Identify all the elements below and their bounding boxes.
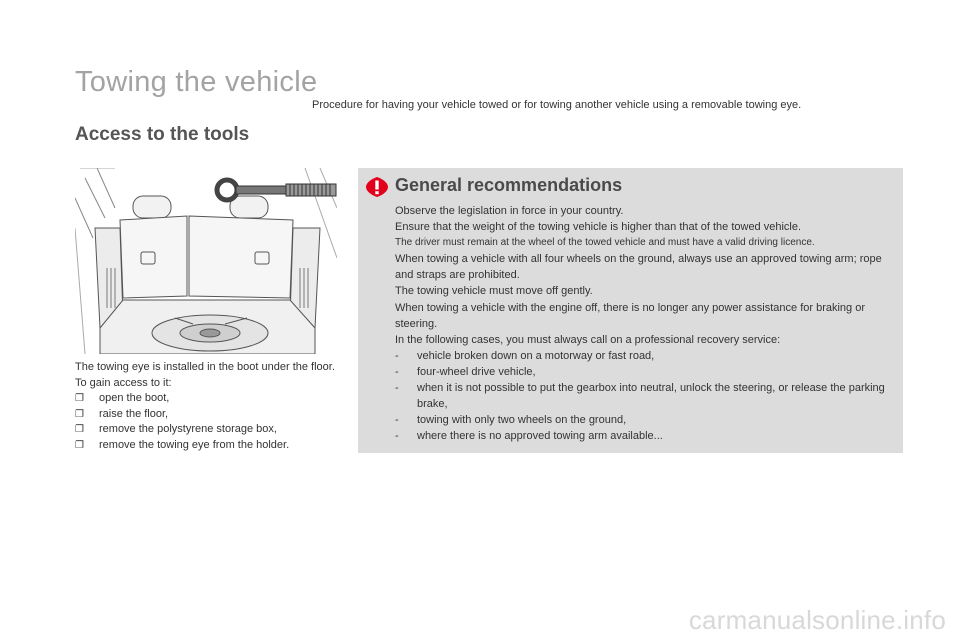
list-item: ❐ raise the floor, bbox=[75, 407, 337, 423]
access-intro: The towing eye is installed in the boot under the floor. bbox=[75, 361, 335, 373]
list-item: - four-wheel drive vehicle, bbox=[395, 365, 536, 378]
panel-title: General recommendations bbox=[395, 175, 623, 195]
paragraph: When towing a vehicle with the engine off, there is no longer any power assistance for braking or steering. bbox=[395, 301, 866, 330]
warning-exclamation-icon bbox=[366, 177, 388, 197]
panel-body bbox=[395, 203, 895, 444]
general-recommendations-panel bbox=[358, 168, 903, 453]
site-watermark: carmanualsonline.info bbox=[688, 605, 946, 635]
bullet-icon: ❐ bbox=[75, 439, 84, 451]
paragraph: In the following cases, you must always call on a professional recovery service: bbox=[395, 333, 781, 346]
page-subtitle: Procedure for having your vehicle towed or for towing another vehicle using a removable towing eye. bbox=[312, 99, 802, 111]
access-steps-list bbox=[75, 391, 337, 453]
paragraph: Observe the legislation in force in your country. bbox=[395, 205, 624, 217]
list-item: - where there is no approved towing arm available... bbox=[395, 430, 663, 443]
paragraph: The towing vehicle must move off gently. bbox=[395, 285, 593, 298]
list-item: - towing with only two wheels on the ground, bbox=[395, 414, 627, 427]
list-item: ❐ open the boot, bbox=[75, 391, 337, 407]
bullet-icon: ❐ bbox=[75, 393, 84, 404]
paragraph: The driver must remain at the wheel of the towed vehicle and must have a valid driving licence. bbox=[395, 237, 815, 249]
bullet-icon: ❐ bbox=[75, 408, 84, 420]
list-item: - when it is not possible to put the gearbox into neutral, unlock the steering, or release the parking brake, bbox=[395, 382, 885, 411]
paragraph: Ensure that the weight of the towing vehicle is higher than that of the towed vehicle. bbox=[395, 221, 802, 234]
recovery-cases-list bbox=[395, 348, 895, 445]
access-instructions bbox=[75, 360, 337, 453]
boot-towing-eye-illustration bbox=[75, 168, 337, 354]
list-item: ❐ remove the polystyrene storage box, bbox=[75, 422, 337, 438]
bullet-icon: ❐ bbox=[75, 424, 84, 435]
access-intro-lead: To gain access to it: bbox=[75, 376, 172, 389]
page-title: Towing the vehicle bbox=[75, 66, 318, 98]
paragraph: When towing a vehicle with all four wheels on the ground, always use an approved towing arm; rope and straps are prohibited. bbox=[395, 253, 882, 282]
list-item: ❐ remove the towing eye from the holder. bbox=[75, 438, 337, 454]
section-heading-access-tools: Access to the tools bbox=[75, 124, 250, 145]
towing-eye-icon bbox=[217, 180, 336, 200]
list-item: - vehicle broken down on a motorway or fast road, bbox=[395, 349, 655, 362]
